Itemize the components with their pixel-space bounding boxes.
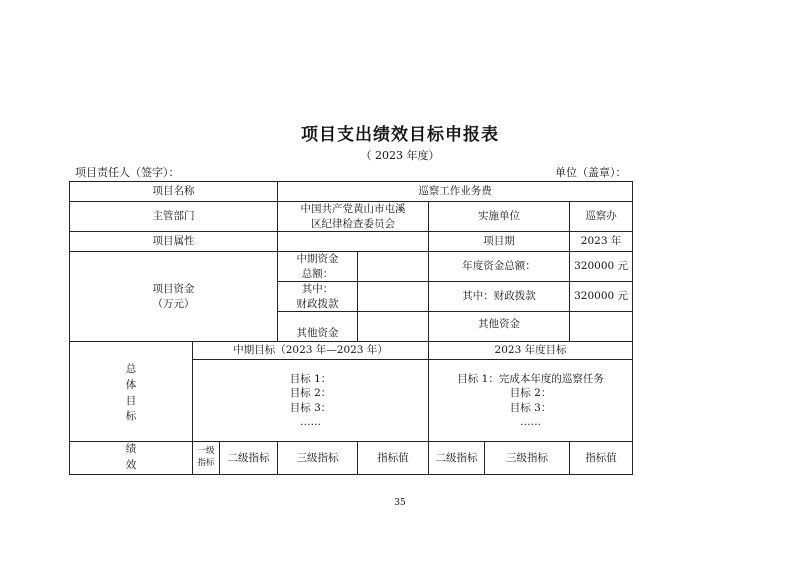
overall-goal-char: 总: [125, 363, 137, 375]
overall-goal-char: 体: [125, 378, 137, 391]
mid-fiscal-line2: 财政拨款: [296, 297, 339, 310]
dept-value-line1: 中国共产党黄山市屯溪: [300, 203, 406, 216]
mid-total-label: [278, 252, 358, 282]
annual-other-value: [570, 312, 633, 342]
mid-fiscal-line1: 其中：: [301, 283, 334, 296]
mid-goals-cell: [193, 360, 429, 442]
annual-total-value: 320000 元: [570, 252, 633, 282]
annual-fiscal-label: 其中：财政拨款: [429, 282, 570, 312]
table-row: [70, 202, 633, 232]
dept-value: [278, 202, 429, 232]
dept-value-line2: 区纪律检查委员会: [311, 217, 396, 230]
mid-goal-header: 中期目标（2023 年—2023 年）: [193, 342, 429, 360]
project-name-label: 项目名称: [70, 182, 278, 202]
annual-goal-item: 目标 2：: [509, 387, 552, 400]
funds-label-line2: （万元）: [152, 297, 195, 310]
unit-seal-label: 单位（盖章）：: [555, 166, 627, 179]
annual-goal-header: 2023 年度目标: [429, 342, 633, 360]
annual-total-label: 年度资金总额：: [429, 252, 570, 282]
project-period-label: 项目期: [429, 232, 570, 252]
funds-label-line1: 项目资金: [152, 283, 195, 296]
level1-indicator-header: [193, 442, 220, 475]
impl-unit-value: 巡察办: [570, 202, 633, 232]
annual-other-label: 其他资金: [429, 312, 570, 342]
mid-total-line2: 总额：: [301, 267, 334, 280]
mid-total-value: [358, 252, 429, 282]
level3-indicator-header: 三级指标: [278, 442, 358, 475]
project-period-value: 2023 年: [570, 232, 633, 252]
impl-unit-label: 实施单位: [429, 202, 570, 232]
mid-other-value: [358, 312, 429, 342]
form-title: 项目支出绩效目标申报表: [301, 125, 499, 145]
indicator-value-header-b: 指标值: [570, 442, 633, 475]
funds-label: [70, 252, 278, 342]
performance-char: 效: [125, 458, 137, 471]
project-name-value: 巡察工作业务费: [278, 182, 633, 202]
mid-goal-item: 目标 3：: [289, 401, 332, 414]
mid-other-label: 其他资金: [278, 312, 358, 342]
level2-indicator-header-b: 二级指标: [429, 442, 485, 475]
performance-label: [70, 442, 193, 475]
annual-goal-item: 目标 3：: [509, 401, 552, 414]
page-number: 35: [394, 498, 406, 508]
annual-goal-item: 目标 1：完成本年度的巡察任务: [457, 373, 604, 386]
responsible-person-label: 项目责任人（签字）：: [75, 166, 180, 179]
project-attr-label: 项目属性: [70, 232, 278, 252]
table-row: [70, 182, 633, 202]
form-year: （ 2023 年度）: [360, 149, 440, 162]
level3-indicator-header-b: 三级指标: [485, 442, 570, 475]
dept-label: 主管部门: [70, 202, 278, 232]
table-row: [70, 442, 633, 475]
table-row: [70, 252, 633, 282]
level2-indicator-header: 二级指标: [220, 442, 278, 475]
annual-goals-cell: [429, 360, 633, 442]
level1-line2: 指标: [197, 457, 215, 468]
mid-goal-item: 目标 1：: [289, 373, 332, 386]
project-attr-value: [278, 232, 429, 252]
indicator-value-header: 指标值: [358, 442, 429, 475]
performance-char: 绩: [125, 443, 137, 455]
annual-fiscal-value: 320000 元: [570, 282, 633, 312]
overall-goal-label: [70, 342, 193, 442]
mid-goal-item: 目标 2：: [289, 387, 332, 400]
mid-fiscal-label: [278, 282, 358, 312]
mid-total-line1: 中期资金: [296, 253, 339, 266]
mid-fiscal-value: [358, 282, 429, 312]
table-row: [70, 232, 633, 252]
level1-line1: 一级: [197, 446, 215, 457]
overall-goal-char: 目: [125, 394, 137, 407]
table-row: [70, 342, 633, 360]
overall-goal-char: 标: [125, 410, 137, 423]
performance-goal-table: [69, 181, 633, 475]
mid-goal-item: ……: [300, 415, 322, 428]
annual-goal-item: ……: [520, 415, 542, 428]
